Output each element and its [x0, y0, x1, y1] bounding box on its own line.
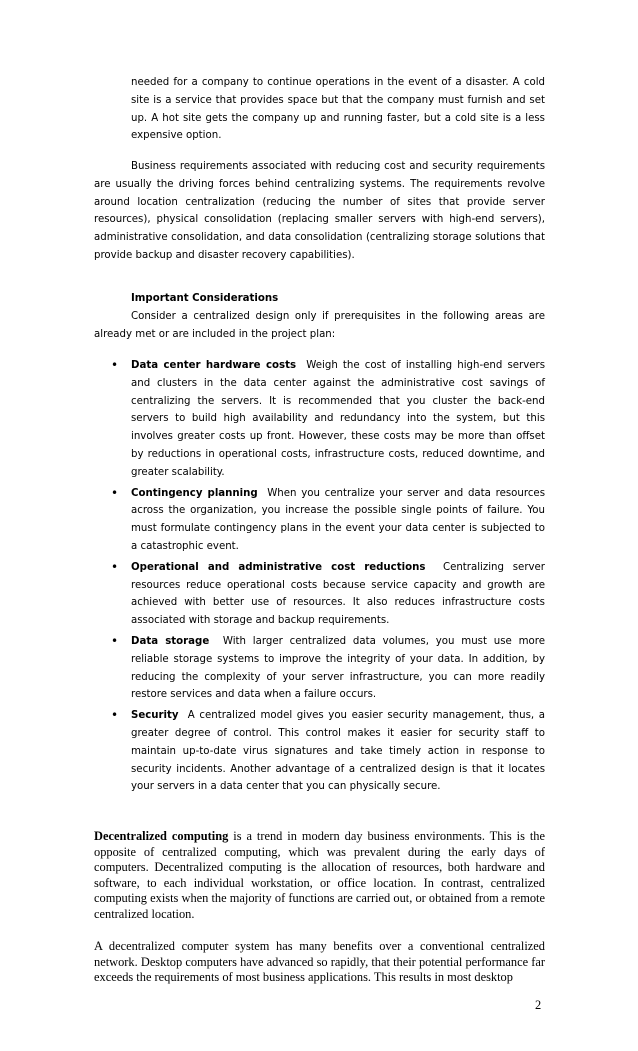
decentralized-term: Decentralized computing	[94, 829, 229, 843]
bullet-text: Centralizing server resources reduce operational costs because service capacity and growth are achieved with better use of resources. It also reduces infrastructure costs associated with storage and backup requirements.	[131, 561, 545, 627]
bullet-term: Security	[131, 710, 179, 722]
bullet-term: Data storage	[131, 635, 210, 647]
list-item	[111, 707, 545, 796]
bullet-term: Operational and administrative cost reductions	[131, 561, 426, 573]
bullet-text: Weigh the cost of installing high-end servers and clusters in the data center against the administrative cost savings of centralizing the servers. It is recommended that you cluster the back-end servers to build high availability and redundancy into the system, but this involves greater costs up front. However, these costs may be more than offset by reductions in operational costs, infrastructure costs, reduced downtime, and greater scalability.	[131, 360, 546, 478]
bullet-icon: •	[111, 485, 119, 500]
important-considerations-heading: Important Considerations	[131, 293, 279, 304]
bullet-text: With larger centralized data volumes, you must use more reliable storage systems to improve the integrity of your data. In addition, by reducing the complexity of your server infrastructure, you can more readily restore services and data when a failure occurs.	[131, 635, 546, 701]
bullet-text: When you centralize your server and data resources across the organization, you increase the possible single points of failure. You must formulate contingency plans in the event your data center is subjected to a catastrophic event.	[131, 487, 546, 552]
bullet-icon: •	[111, 633, 119, 648]
bullet-icon: •	[111, 708, 119, 723]
bullet-icon: •	[111, 358, 119, 372]
bullet-icon: •	[111, 559, 119, 574]
bullet-text: A centralized model gives you easier security management, thus, a greater degree of control. This control makes it easier for security staff to maintain up-to-date virus signatures and take timely action in response to security incidents. Another advantage of a centralized design is that it locates your servers in a data center that you can physically secure.	[131, 710, 545, 793]
decentralized-text: is a trend in modern day business environments. This is the opposite of centralized computing, which was prevalent during the early days of computers. Decentralized computing is the allocation of resources, both hardware and software, to each individual workstation, or office location. In contrast, centralized computing exists when the majority of functions are carried out, or obtained from a remote centralized location.	[94, 829, 545, 921]
important-considerations-intro: Consider a centralized design only if prerequisites in the following areas are already met or are included in the project plan:	[94, 311, 545, 340]
bullet-term: Contingency planning	[131, 487, 258, 499]
bullet-term: Data center hardware costs	[131, 360, 297, 371]
decentralized-paragraph	[94, 829, 545, 923]
decentralized-benefits-paragraph: A decentralized computer system has many benefits over a conventional centralized network. Desktop computers have advanced so rapidly, that their potential performance far exceeds the requirements of most business applications. This results in most desktop	[94, 939, 545, 985]
list-item	[111, 559, 545, 630]
list-item	[111, 485, 546, 556]
page-number: 2	[535, 998, 542, 1012]
considerations-list	[111, 357, 546, 799]
list-item	[111, 357, 546, 482]
continuation-paragraph: needed for a company to continue operations in the event of a disaster. A cold site is a service that provides space but that the company must furnish and set up. A hot site gets the company up and running faster, but a cold site is a less expensive option.	[131, 77, 545, 142]
list-item	[111, 633, 546, 704]
business-requirements-paragraph: Business requirements associated with reducing cost and security requirements are usually the driving forces behind centralizing systems. The requirements revolve around location centralization (reducing the number of sites that provide server resources), physical consolidation (replacing smaller servers with high-end servers), administrative consolidation, and data consolidation (centralizing storage solutions that provide backup and disaster recovery capabilities).	[94, 161, 545, 261]
